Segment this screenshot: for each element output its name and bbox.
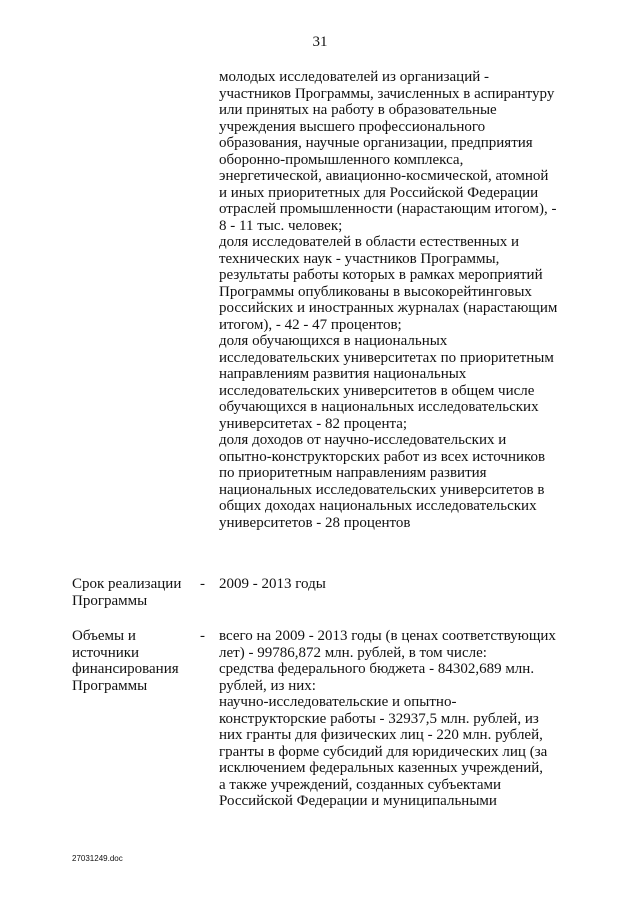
text-line: российских и иностранных журналах (нарастающим xyxy=(219,300,558,316)
text-line: итогом), - 42 - 47 процентов; xyxy=(219,316,402,333)
term-label-line: Программы xyxy=(72,592,148,609)
term-dash: - xyxy=(200,576,205,592)
funding-label xyxy=(72,628,202,694)
funding-value-line: а также учреждений, созданных субъектами xyxy=(219,776,502,793)
text-line: университетах - 82 процента; xyxy=(219,415,408,432)
text-line: опытно-конструкторских работ из всех источников xyxy=(219,448,546,465)
text-line: или принятых на работу в образовательные xyxy=(219,102,497,118)
funding-value-line: всего на 2009 - 2013 годы (в ценах соответствующих xyxy=(219,628,556,644)
term-label xyxy=(72,576,202,609)
text-line: 8 - 11 тыс. человек; xyxy=(219,217,343,234)
text-line: учреждения высшего профессионального xyxy=(219,118,486,135)
text-line: результаты работы которых в рамках мероприятий xyxy=(219,267,543,283)
text-line: молодых исследователей из организаций - xyxy=(219,69,489,85)
text-line: и иных приоритетных для Российской Федерации xyxy=(219,184,539,201)
funding-value-line: них гранты для физических лиц - 220 млн. рублей, xyxy=(219,727,543,743)
funding-value-line: научно-исследовательские и опытно- xyxy=(219,694,457,710)
text-line: доля доходов от научно-исследовательских и xyxy=(219,432,507,448)
text-line: отраслей промышленности (нарастающим итогом), - xyxy=(219,201,557,217)
text-line: университетов - 28 процентов xyxy=(219,514,411,531)
funding-value-line: рублей, из них: xyxy=(219,677,316,694)
text-line: энергетической, авиационно-космической, атомной xyxy=(219,168,549,184)
text-line: направлениям развития национальных xyxy=(219,366,467,382)
text-line: национальных исследовательских университетов в xyxy=(219,481,545,498)
funding-dash: - xyxy=(200,628,205,644)
footer-filename: 27031249.doc xyxy=(72,854,123,863)
term-label-line: Срок реализации xyxy=(72,576,182,592)
funding-value-line: Российской Федерации и муниципальными xyxy=(219,793,497,809)
funding-value-line: лет) - 99786,872 млн. рублей, в том числе: xyxy=(219,644,487,661)
text-line: доля обучающихся в национальных xyxy=(219,333,448,349)
page-number: 31 xyxy=(312,34,328,50)
funding-label-line: источники xyxy=(72,644,140,661)
term-value xyxy=(219,576,589,593)
funding-value-line: средства федерального бюджета - 84302,689 млн. xyxy=(219,661,535,677)
text-line: участников Программы, зачисленных в аспирантуру xyxy=(219,85,555,102)
funding-label-line: Объемы и xyxy=(72,628,136,644)
continuation-text xyxy=(219,69,589,531)
funding-value xyxy=(219,628,589,810)
text-line: технических наук - участников Программы, xyxy=(219,250,500,267)
funding-value-line: исключением федеральных казенных учреждений, xyxy=(219,760,544,776)
term-value-line: 2009 - 2013 годы xyxy=(219,576,326,592)
text-line: исследовательских университетов в общем числе xyxy=(219,382,535,399)
text-line: Программы опубликованы в высокорейтинговых xyxy=(219,283,532,300)
text-line: обучающихся в национальных исследовательских xyxy=(219,399,539,415)
funding-value-line: конструкторские работы - 32937,5 млн. рублей, из xyxy=(219,710,539,727)
text-line: образования, научные организации, предприятия xyxy=(219,135,533,151)
funding-value-line: гранты в форме субсидий для юридических лиц (за xyxy=(219,743,548,760)
text-line: общих доходах национальных исследовательских xyxy=(219,498,537,514)
text-line: исследовательских университетах по приоритетным xyxy=(219,349,554,366)
text-line: доля исследователей в области естественных и xyxy=(219,234,520,250)
funding-label-line: финансирования xyxy=(72,661,179,677)
text-line: по приоритетным направлениям развития xyxy=(219,465,487,481)
funding-label-line: Программы xyxy=(72,677,148,694)
text-line: оборонно-промышленного комплекса, xyxy=(219,151,464,168)
